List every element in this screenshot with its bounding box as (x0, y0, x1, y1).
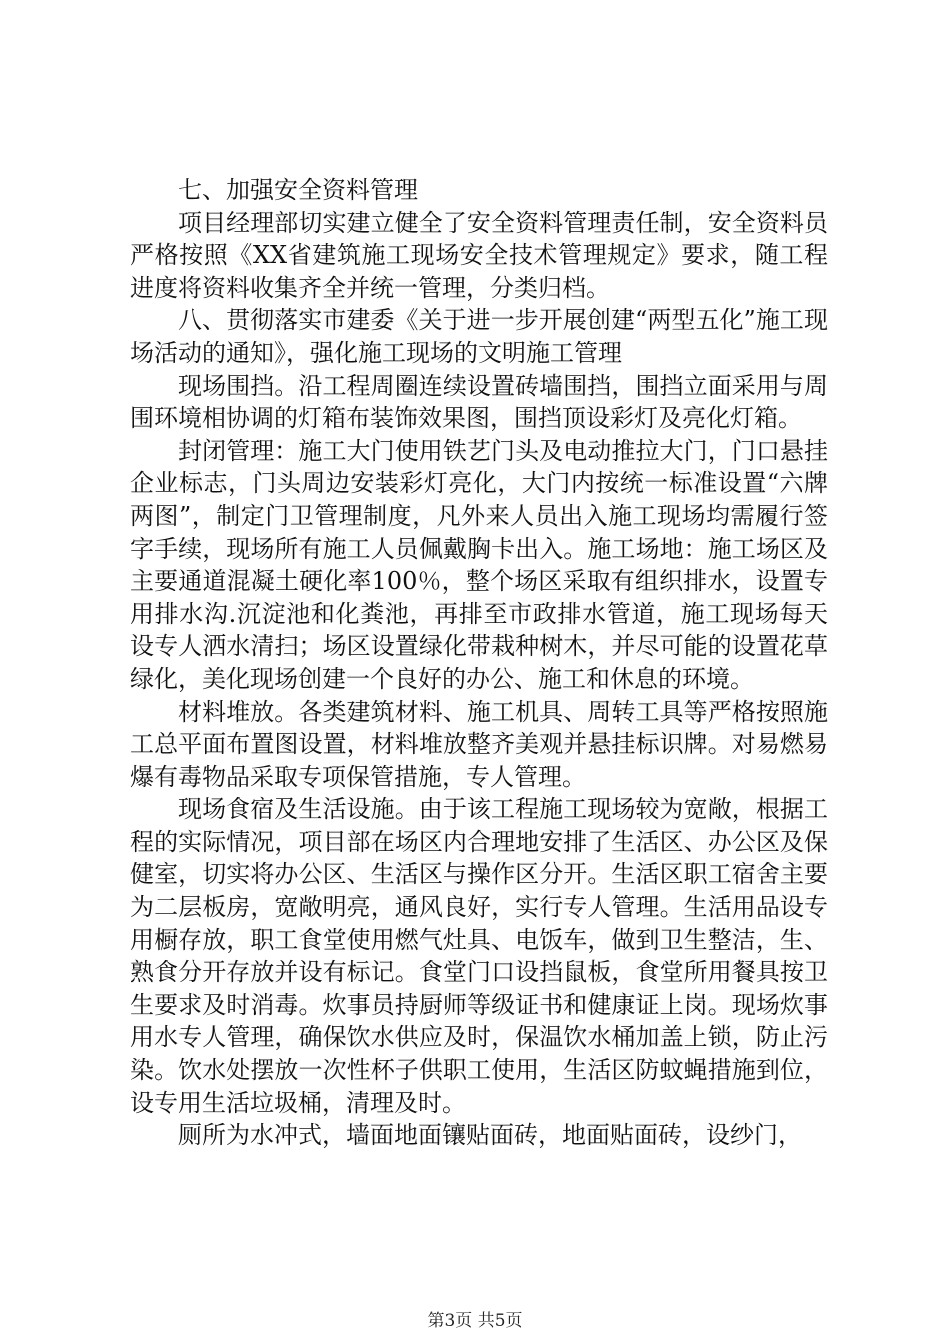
section-heading-7: 七、加强安全资料管理 (178, 176, 418, 204)
paragraph-safety-records: 项目经理部切实建立健全了安全资料管理责任制，安全资料员严格按照《XX省建筑施工现场安全技术管理规定》要求，随工程进度将资料收集齐全并统一管理，分类归档。 (130, 208, 828, 302)
paragraph-site-enclosure: 现场围挡。沿工程周圈连续设置砖墙围挡，围挡立面采用与周围环境相协调的灯箱布装饰效果图，围挡顶设彩灯及亮化灯箱。 (130, 371, 828, 433)
paragraph-living-facilities: 现场食宿及生活设施。由于该工程施工现场较为宽敞，根据工程的实际情况，项目部在场区内合理地安排了生活区、办公区及保健室，切实将办公区、生活区与操作区分开。生活区职工宿舍主要为二层板房，宽敞明亮，通风良好，实行专人管理。生活用品设专用橱存放，职工食堂使用燃气灶具、电饭车，做到卫生整洁，生、熟食分开存放并设有标记。食堂门口设挡鼠板，食堂所用餐具按卫生要求及时消毒。炊事员持厨师等级证书和健康证上岗。现场炊事用水专人管理，确保饮水供应及时，保温饮水桶加盖上锁，防止污染。饮水处摆放一次性杯子供职工使用，生活区防蚊蝇措施到位，设专用生活垃圾桶，清理及时。 (130, 795, 828, 1117)
section-heading-8: 八、贯彻落实市建委《关于进一步开展创建“两型五化”施工现场活动的通知》，强化施工现场的文明施工管理 (130, 306, 828, 367)
paragraph-toilets: 厕所为水冲式，墙面地面镶贴面砖，地面贴面砖，设纱门， (178, 1121, 802, 1150)
page-number-footer: 第3页 共5页 (427, 1311, 523, 1331)
paragraph-material-stacking: 材料堆放。各类建筑材料、施工机具、周转工具等严格按照施工总平面布置图设置，材料堆放整齐美观并悬挂标识牌。对易燃易爆有毒物品采取专项保管措施，专人管理。 (130, 697, 828, 791)
paragraph-closed-management: 封闭管理：施工大门使用铁艺门头及电动推拉大门，门口悬挂企业标志，门头周边安装彩灯亮化，大门内按统一标准设置“六牌两图”，制定门卫管理制度，凡外来人员出入施工现场均需履行签字手续，现场所有施工人员佩戴胸卡出入。施工场地：施工场区及主要通道混凝土硬化率100％，整个场区采取有组织排水，设置专用排水沟.沉淀池和化粪池，再排至市政排水管道，施工现场每天设专人洒水清扫；场区设置绿化带栽种树木，并尽可能的设置花草绿化，美化现场创建一个良好的办公、施工和休息的环境。 (130, 436, 828, 693)
document-body (130, 174, 828, 1152)
